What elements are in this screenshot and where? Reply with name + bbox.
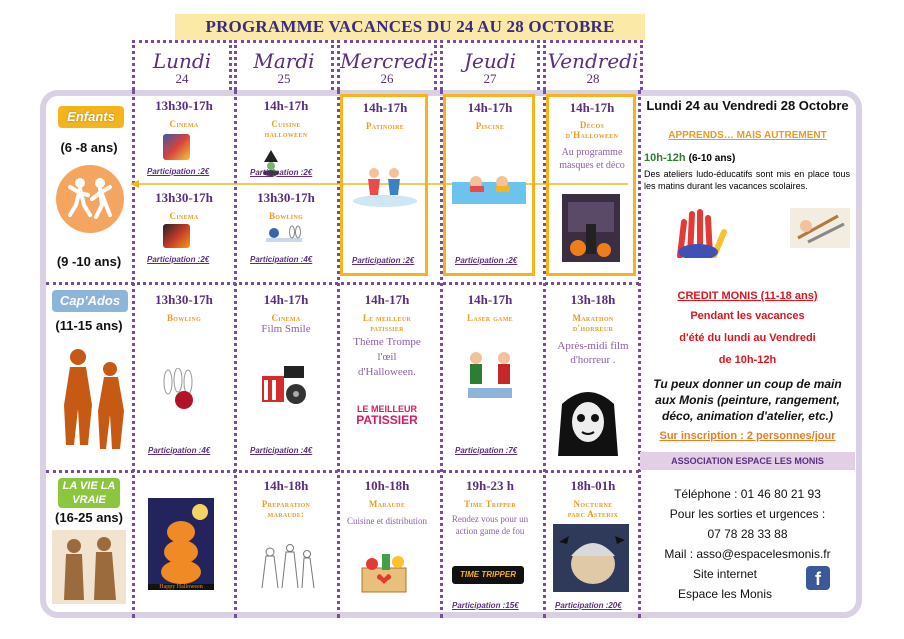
activity-mercredi: 14h-17h Patinoire bbox=[362, 100, 408, 131]
grid-line bbox=[46, 282, 639, 285]
activity-mardi-2: 13h30-17h Bowling bbox=[257, 190, 315, 221]
contact-phone-2: 07 78 28 33 88 bbox=[707, 527, 788, 541]
contact-urgent-label: Pour les sorties et urgences : bbox=[669, 507, 826, 521]
participation-price: Participation :2€ bbox=[147, 255, 210, 264]
grid-line bbox=[46, 470, 639, 473]
activity-mardi-vie: 14h-18h Preparation maraude: bbox=[261, 478, 311, 519]
page-title: PROGRAMME VACANCES DU 24 AU 28 OCTOBRE bbox=[175, 14, 645, 40]
parc-asterix-image bbox=[553, 524, 629, 592]
side-time: 10h-12h (6-10 ans) bbox=[644, 152, 736, 164]
laser-game-icon bbox=[462, 348, 518, 402]
activity-vendredi: 14h-17h Décos d'Halloween Au programme masques et déco bbox=[559, 100, 625, 171]
credit-text: de 10h-12h bbox=[718, 354, 777, 366]
cinema-film-icon bbox=[258, 356, 314, 408]
group-label-enfants: Enfants bbox=[58, 106, 124, 128]
participation-price: Participation :4€ bbox=[148, 446, 211, 455]
age-range: (9 -10 ans) bbox=[56, 254, 122, 269]
halloween-decor-image bbox=[562, 194, 620, 262]
participation-price: Participation :2€ bbox=[250, 168, 313, 177]
day-header-mardi: Mardi 25 bbox=[234, 40, 334, 90]
bowling-icon bbox=[264, 224, 304, 246]
grid-line bbox=[234, 90, 237, 618]
cinema-image bbox=[163, 224, 190, 248]
age-range: (16-25 ans) bbox=[55, 510, 123, 525]
activity-lundi-1: 13h30-17h Cinema bbox=[155, 98, 213, 129]
bowling-pins-icon bbox=[156, 368, 206, 410]
activity-jeudi: 14h-17h Piscine bbox=[467, 100, 513, 131]
day-header-mercredi: Mercredi 26 bbox=[337, 40, 437, 90]
age-range: (6 -8 ans) bbox=[60, 140, 118, 155]
patissier-logo: LE MEILLEUR PATISSIER bbox=[356, 404, 418, 427]
painted-hands-icon bbox=[670, 208, 750, 258]
participation-price: Participation :7€ bbox=[455, 446, 518, 455]
credit-monis-title: CREDIT MONIS (11-18 ans) bbox=[677, 290, 818, 302]
young-adults-icon bbox=[52, 530, 126, 604]
activity-vendredi-ados: 13h-18h Marathon d'horreur Après-midi film d'horreur . bbox=[557, 292, 629, 366]
participation-price: Participation :20€ bbox=[555, 601, 622, 610]
kids-jumping-icon bbox=[56, 165, 124, 233]
credit-registration: Sur inscription : 2 personnes/jour bbox=[659, 430, 836, 442]
credit-text: d'été du lundi au Vendredi bbox=[679, 332, 816, 344]
day-header-jeudi: Jeudi 27 bbox=[440, 40, 540, 90]
activity-jeudi-vie: 19h-23 h Time Tripper Rendez vous pour un action game de fou bbox=[451, 478, 529, 536]
teens-silhouette-icon bbox=[48, 345, 132, 455]
activity-lundi-ados: 13h30-17h Bowling bbox=[155, 292, 213, 323]
website-name[interactable]: Espace les Monis bbox=[677, 587, 773, 601]
craft-workshop-icon bbox=[790, 208, 850, 248]
participation-price: Participation :2€ bbox=[352, 256, 415, 265]
credit-help-text: Tu peux donner un coup de main aux Monis (peinture, rangement, déco, animation d'atelier, etc.) bbox=[653, 377, 842, 423]
volunteers-sketch-icon bbox=[252, 544, 318, 590]
activity-mercredi-vie: 10h-18h Maraude Cuisine et distribution bbox=[347, 478, 427, 526]
time-tripper-logo: TIME TRIPPER bbox=[452, 566, 524, 584]
group-label-capados: Cap'Ados bbox=[52, 290, 128, 312]
side-subheading: APPRENDS… MAIS AUTREMENT bbox=[668, 130, 827, 141]
happy-halloween-image bbox=[148, 498, 214, 590]
cinema-image bbox=[163, 134, 190, 160]
participation-price: Participation :2€ bbox=[147, 167, 210, 176]
participation-price: Participation :2€ bbox=[455, 256, 518, 265]
day-header-lundi: Lundi 24 bbox=[132, 40, 232, 90]
activity-jeudi-ados: 14h-17h Laser game bbox=[467, 292, 513, 323]
activity-mardi-ados: 14h-17h Cinema Film Smile bbox=[261, 292, 311, 335]
activity-lundi-2: 13h30-17h Cinema bbox=[155, 190, 213, 221]
participation-price: Participation :15€ bbox=[452, 601, 519, 610]
age-range: (11-15 ans) bbox=[55, 318, 123, 333]
group-label-vievraie: LA VIE LA VRAIE bbox=[58, 478, 120, 508]
svg-text:Happy Halloween: Happy Halloween bbox=[159, 584, 203, 590]
contact-email[interactable]: Mail : asso@espacelesmonis.fr bbox=[664, 547, 831, 561]
participation-price: Participation :4€ bbox=[250, 255, 313, 264]
credit-text: Pendant les vacances bbox=[690, 310, 805, 322]
website-label: Site internet bbox=[692, 567, 758, 581]
contact-phone: Téléphone : 01 46 80 21 93 bbox=[674, 487, 821, 501]
ice-skating-icon bbox=[352, 165, 418, 207]
swimming-icon bbox=[452, 168, 526, 204]
facebook-icon[interactable]: f bbox=[806, 566, 830, 590]
activity-mardi-1: 14h-17h Cuisine halloween bbox=[263, 98, 309, 139]
grid-line bbox=[132, 90, 135, 618]
participation-price: Participation :4€ bbox=[250, 446, 313, 455]
side-heading: Lundi 24 au Vendredi 28 Octobre bbox=[646, 98, 849, 113]
nun-horror-image bbox=[548, 386, 628, 456]
side-description: Des ateliers ludo-éducatifs sont mis en place tous les matins durant les vacances scolaires. bbox=[644, 169, 850, 191]
association-banner: ASSOCIATION ESPACE LES MONIS bbox=[640, 452, 855, 470]
activity-vendredi-vie: 18h-01h Nocturne parc Asterix bbox=[567, 478, 619, 519]
activity-mercredi-ados: 14h-17h Le meilleur patissier Thème Trompe l'œil d'Halloween. bbox=[353, 292, 421, 378]
food-donation-icon bbox=[356, 552, 412, 594]
day-header-vendredi: Vendredi 28 bbox=[543, 40, 643, 90]
